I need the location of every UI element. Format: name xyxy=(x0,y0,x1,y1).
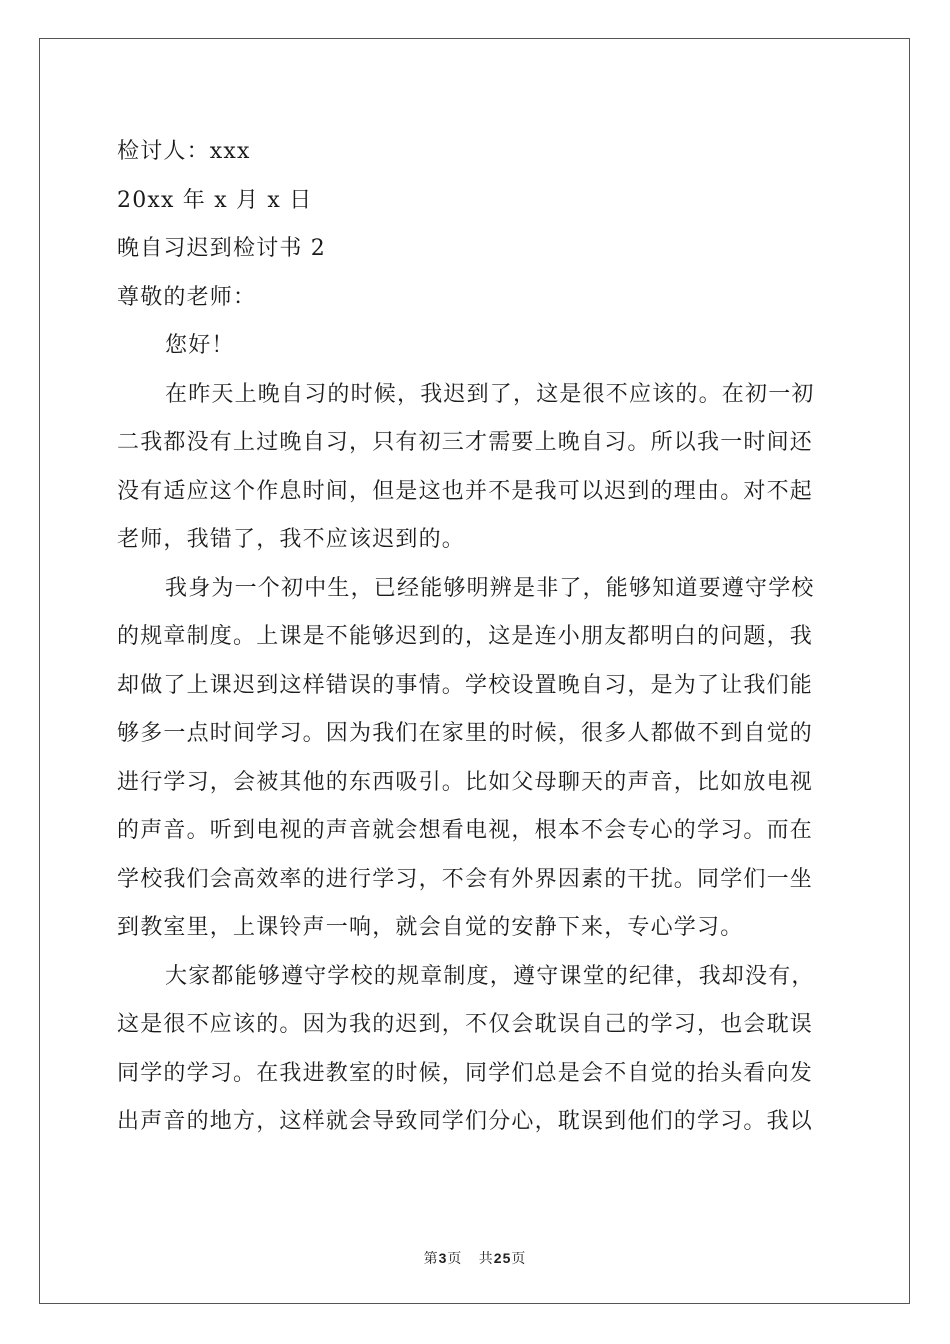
paragraph-line: 这是很不应该的。因为我的迟到，不仅会耽误自己的学习，也会耽误 xyxy=(117,1012,814,1037)
total-prefix: 共 xyxy=(478,1251,494,1267)
paragraph-line: 大家都能够遵守学校的规章制度，遵守课堂的纪律，我却没有， xyxy=(165,963,815,989)
paragraph-line: 二我都没有上过晚自习，只有初三才需要上晚自习。所以我一时间还 xyxy=(117,430,814,455)
paragraph-line: 老师，我错了，我不应该迟到的。 xyxy=(117,527,466,552)
paragraph-1 xyxy=(117,371,833,565)
paragraph-line: 同学的学习。在我进教室的时候，同学们总是会不自觉的抬头看向发 xyxy=(117,1060,814,1086)
paragraph-line: 的声音。听到电视的声音就会想看电视，根本不会专心的学习。而在 xyxy=(117,818,814,843)
paragraph-line: 我身为一个初中生，已经能够明辨是非了，能够知道要遵守学校 xyxy=(165,575,815,601)
paragraph-line: 学校我们会高效率的进行学习，不会有外界因素的干扰。同学们一坐 xyxy=(117,866,814,892)
greeting: 您好！ xyxy=(165,333,235,358)
salutation: 尊敬的老师： xyxy=(117,284,257,310)
paragraph-line: 的规章制度。上课是不能够迟到的，这是连小朋友都明白的问题，我 xyxy=(117,624,814,649)
page-prefix: 第 xyxy=(423,1251,439,1267)
paragraph-line: 出声音的地方，这样就会导致同学们分心，耽误到他们的学习。我以 xyxy=(117,1109,814,1134)
document-title: 晚自习迟到检讨书 2 xyxy=(117,236,326,261)
paragraph-line: 却做了上课迟到这样错误的事情。学校设置晚自习，是为了让我们能 xyxy=(117,672,814,698)
date-line: 20xx 年 x 月 x 日 xyxy=(117,187,313,213)
paragraph-3 xyxy=(117,953,833,1147)
paragraph-2 xyxy=(117,565,833,953)
page-unit: 页 xyxy=(447,1251,463,1267)
paragraph-line: 够多一点时间学习。因为我们在家里的时候，很多人都做不到自觉的 xyxy=(117,721,814,746)
reviewer-line: 检讨人：xxx xyxy=(117,139,251,164)
total-unit: 页 xyxy=(511,1251,527,1267)
paragraph-line: 没有适应这个作息时间，但是这也并不是我可以迟到的理由。对不起 xyxy=(117,478,814,504)
document-body xyxy=(117,128,833,1147)
total-page-count: 25 xyxy=(493,1250,512,1266)
paragraph-line: 在昨天上晚自习的时候，我迟到了，这是很不应该的。在初一初 xyxy=(165,381,815,407)
paragraph-line: 到教室里，上课铃声一响，就会自觉的安静下来，专心学习。 xyxy=(117,915,744,940)
page-footer xyxy=(0,1248,950,1268)
current-page-number: 3 xyxy=(438,1250,448,1266)
paragraph-line: 进行学习，会被其他的东西吸引。比如父母聊天的声音，比如放电视 xyxy=(117,769,814,795)
